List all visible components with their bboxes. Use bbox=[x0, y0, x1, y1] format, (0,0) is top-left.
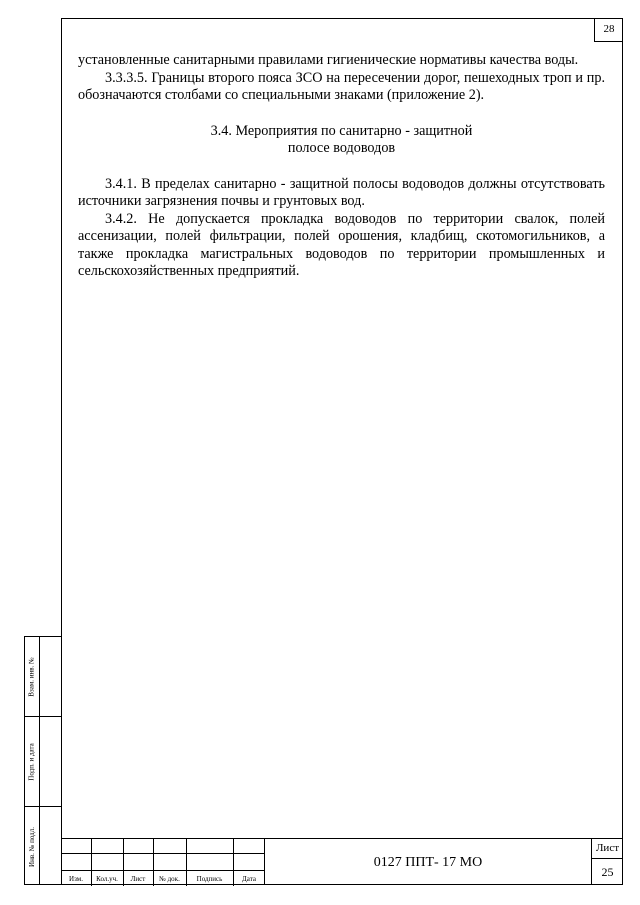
sheet-label: Лист bbox=[592, 839, 623, 859]
paragraph-3-4-1: 3.4.1. В пределах санитарно - защитной полосы водоводов должны отсутствовать источники загрязнения почвы и грунтовых вод. bbox=[78, 175, 605, 209]
stamp-header-sheet: Лист bbox=[130, 875, 146, 883]
section-heading-line1: 3.4. Мероприятия по санитарно - защитной bbox=[210, 122, 473, 139]
section-heading-line2: полосе водоводов bbox=[287, 140, 396, 156]
stamp-header-signature: Подпись bbox=[196, 875, 223, 883]
stamp-header-docnum: № док. bbox=[159, 875, 180, 883]
revision-table bbox=[61, 838, 265, 885]
title-block bbox=[61, 838, 623, 885]
stripe-label-signature: Подп. и дата bbox=[28, 743, 36, 781]
paragraph-continuation: установленные санитарными правилами гигиенические нормативы качества воды. bbox=[78, 52, 579, 68]
page-number: 28 bbox=[594, 18, 623, 42]
stamp-header-count: Кол.уч. bbox=[96, 875, 118, 883]
paragraph-3-3-3-5: 3.3.3.5. Границы второго пояса ЗСО на пересечении дорог, пешеходных троп и пр. обозначаются столбами со специальными знаками (приложение 2). bbox=[78, 69, 605, 103]
stripe-label-inventory: Инв. № подл. bbox=[28, 826, 37, 867]
stamp-header-date: Дата bbox=[242, 875, 256, 883]
document-body bbox=[78, 52, 605, 281]
side-stamp-stripe bbox=[24, 636, 61, 885]
section-heading bbox=[78, 123, 605, 158]
sheet-number: 25 bbox=[601, 865, 614, 879]
document-code: 0127 ППТ- 17 МО bbox=[265, 838, 591, 885]
stamp-header-change: Изм. bbox=[69, 875, 83, 883]
paragraph-3-4-2: 3.4.2. Не допускается прокладка водоводов по территории свалок, полей ассенизации, полей фильтрации, полей орошения, кладбищ, скотомогильников, а также прокладка магистральных водоводов по территории промышленных и сельскохозяйственных предприятий. bbox=[78, 210, 605, 279]
stripe-label-replacement: Взам. инв. № bbox=[28, 657, 37, 697]
sheet-box bbox=[591, 838, 623, 885]
